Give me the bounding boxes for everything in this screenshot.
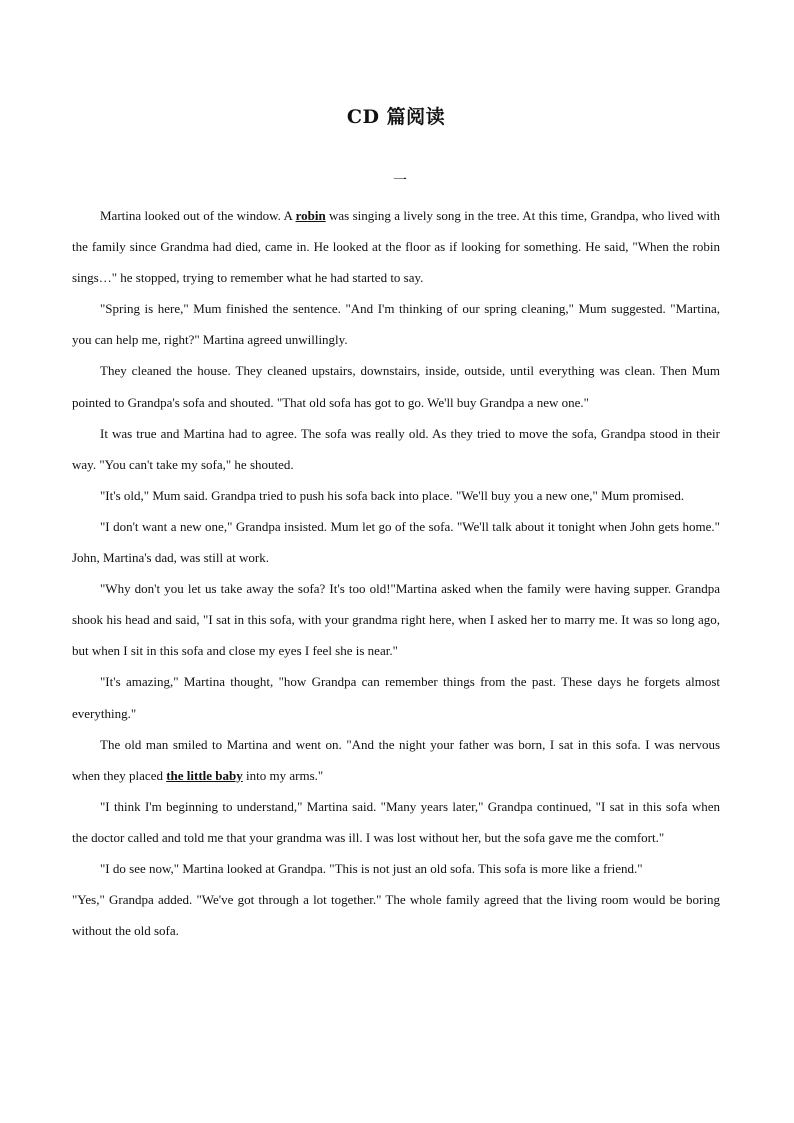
paragraph-text: The old man smiled to Martina and went on. "And the night your father was born, I sat in this sofa. I was nervous when they placed — [72, 736, 720, 783]
article-body — [72, 200, 720, 946]
paragraph-1 — [72, 200, 720, 293]
paragraph-9 — [72, 729, 720, 791]
paragraph-text: was singing a lively song in the tree. At this time, Grandpa, who lived with the family since Grandma had died, came in. He looked at the floor as if looking for something. He said, "When the robin sings…" he stopped, trying to remember what he had started to say. — [72, 208, 720, 286]
paragraph-5: "It's old," Mum said. Grandpa tried to push his sofa back into place. "We'll buy you a new one," Mum promised. — [100, 487, 685, 503]
section-mark: 一 — [393, 174, 407, 189]
paragraph-12: "Yes," Grandpa added. "We've got through a lot together." The whole family agreed that the living room would be boring without the old sofa. — [72, 892, 720, 939]
paragraph-7: "Why don't you let us take away the sofa? It's too old!"Martina asked when the family were having supper. Grandpa shook his head and said, "I sat in this sofa, with your grandma right here, when I asked her to marry me. It was so long ago, but when I sit in this sofa and close my eyes I feel she is near." — [72, 581, 720, 659]
paragraph-11: "I do see now," Martina looked at Grandpa. "This is not just an old sofa. This sofa is more like a friend." — [100, 860, 643, 876]
paragraph-3: They cleaned the house. They cleaned upstairs, downstairs, inside, outside, until everything was clean. Then Mum pointed to Grandpa's sofa and shouted. "That old sofa has got to go. We'll buy Grandpa a new one." — [72, 363, 720, 410]
paragraph-6: "I don't want a new one," Grandpa insisted. Mum let go of the sofa. "We'll talk about it tonight when John gets home." John, Martina's dad, was still at work. — [72, 518, 720, 566]
paragraph-8: "It's amazing," Martina thought, "how Grandpa can remember things from the past. These days he forgets almost everything." — [72, 674, 720, 721]
highlighted-word-robin: robin — [295, 208, 326, 223]
highlighted-phrase-little-baby: the little baby — [166, 767, 243, 783]
paragraph-4: It was true and Martina had to agree. The sofa was really old. As they tried to move the sofa, Grandpa stood in their way. "You can't take my sofa," he shouted. — [72, 425, 720, 472]
paragraph-2: "Spring is here," Mum finished the sentence. "And I'm thinking of our spring cleaning," Mum suggested. "Martina, you can help me, right?" Martina agreed unwillingly. — [72, 301, 720, 348]
paragraph-text: Martina looked out of the window. A — [100, 208, 296, 223]
paragraph-10: "I think I'm beginning to understand," Martina said. "Many years later," Grandpa continued, "I sat in this sofa when the doctor called and told me that your grandma was ill. I was lost without her, but the sofa gave me the comfort." — [72, 798, 720, 845]
page-title: CD 篇阅读 — [346, 106, 446, 128]
paragraph-text: into my arms." — [242, 767, 324, 783]
